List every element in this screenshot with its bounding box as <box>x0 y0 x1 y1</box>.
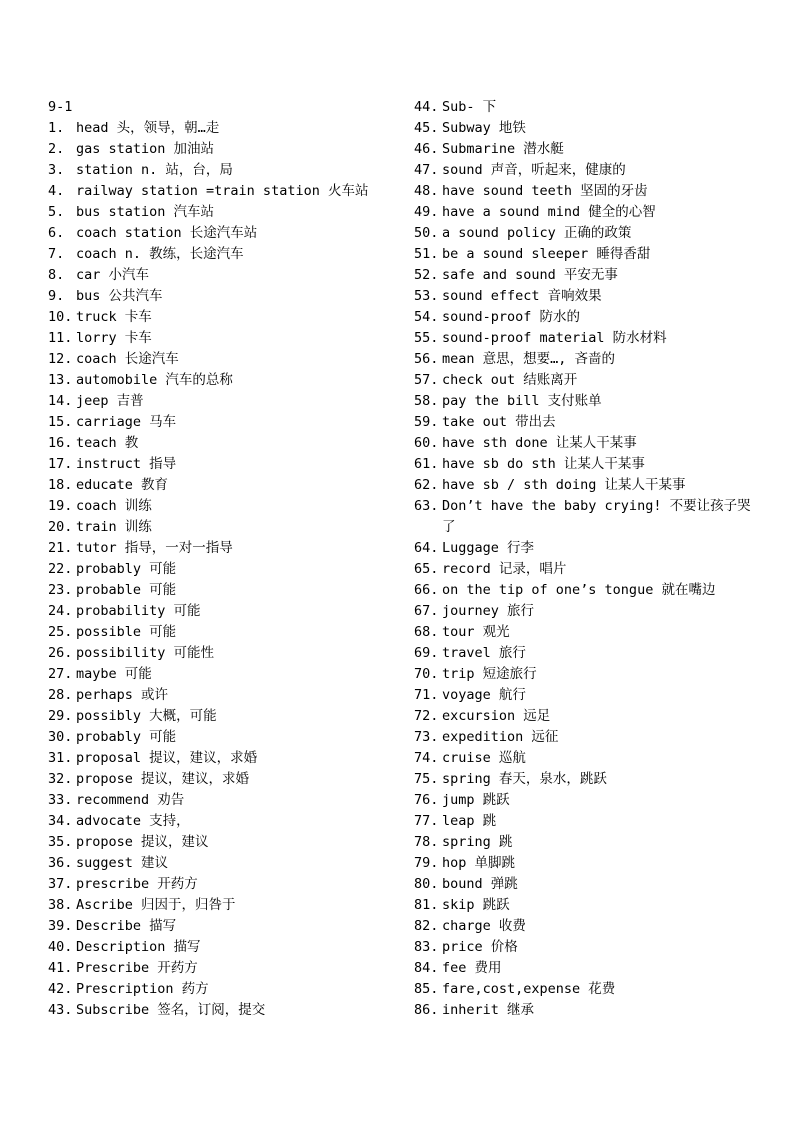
item-text: leap 跳 <box>442 813 497 829</box>
vocab-item <box>48 328 398 349</box>
item-text: coach n. 教练，长途汽车 <box>76 246 244 262</box>
item-number: 79. <box>414 855 439 871</box>
item-number: 6. <box>48 225 65 241</box>
item-text: probably 可能 <box>76 729 177 745</box>
item-text: station n. 站，台，局 <box>76 162 233 178</box>
item-text: Prescription 药方 <box>76 981 209 997</box>
item-text: Prescribe 开药方 <box>76 960 198 976</box>
item-number: 39. <box>48 918 73 934</box>
item-number: 66. <box>414 582 439 598</box>
item-number: 26. <box>48 645 73 661</box>
item-text: check out 结账离开 <box>442 372 578 388</box>
item-number: 83. <box>414 939 439 955</box>
vocab-item <box>414 580 764 601</box>
vocab-item <box>414 853 764 874</box>
vocab-item <box>48 937 398 958</box>
vocab-item <box>48 496 398 517</box>
vocab-item <box>414 685 764 706</box>
item-number: 5. <box>48 204 65 220</box>
vocab-item <box>48 748 398 769</box>
item-number: 40. <box>48 939 73 955</box>
item-number: 19. <box>48 498 73 514</box>
vocab-item <box>414 538 764 559</box>
item-text: sound-proof 防水的 <box>442 309 581 325</box>
item-text: be a sound sleeper 睡得香甜 <box>442 246 651 262</box>
vocab-item <box>414 643 764 664</box>
item-text: recommend 劝告 <box>76 792 185 808</box>
item-number: 60. <box>414 435 439 451</box>
item-number: 86. <box>414 1002 439 1018</box>
vocab-item <box>414 769 764 790</box>
item-number: 29. <box>48 708 73 724</box>
vocab-item <box>414 937 764 958</box>
vocab-item <box>414 979 764 1000</box>
item-number: 37. <box>48 876 73 892</box>
vocab-item <box>48 874 398 895</box>
item-text: possibly 大概，可能 <box>76 708 217 724</box>
item-number: 25. <box>48 624 73 640</box>
item-text: have sth done 让某人干某事 <box>442 435 637 451</box>
item-number: 56. <box>414 351 439 367</box>
vocab-item <box>414 139 764 160</box>
vocab-item <box>48 853 398 874</box>
item-text: head 头，领导，朝…走 <box>76 120 220 136</box>
item-text: Subway 地铁 <box>442 120 526 136</box>
left-vocab-list <box>48 118 398 1021</box>
item-text: cruise 巡航 <box>442 750 526 766</box>
vocab-item <box>48 727 398 748</box>
vocab-item <box>414 202 764 223</box>
item-text: coach station 长途汽车站 <box>76 225 258 241</box>
item-text: sound 声音，听起来，健康的 <box>442 162 626 178</box>
item-number: 42. <box>48 981 73 997</box>
item-number: 52. <box>414 267 439 283</box>
item-text: carriage 马车 <box>76 414 177 430</box>
vocab-item <box>414 433 764 454</box>
item-text: fare,cost,expense 花费 <box>442 981 616 997</box>
right-vocab-list <box>414 97 764 1021</box>
item-text: Description 描写 <box>76 939 201 955</box>
vocab-item <box>48 664 398 685</box>
item-number: 28. <box>48 687 73 703</box>
vocab-item <box>48 685 398 706</box>
item-number: 14. <box>48 393 73 409</box>
vocab-item <box>48 160 398 181</box>
item-text: expedition 远征 <box>442 729 559 745</box>
item-text: lorry 卡车 <box>76 330 152 346</box>
item-number: 46. <box>414 141 439 157</box>
vocab-item <box>414 307 764 328</box>
vocab-item <box>48 349 398 370</box>
item-text: perhaps 或许 <box>76 687 169 703</box>
section-heading: 9-1 <box>48 99 73 115</box>
item-text: educate 教育 <box>76 477 169 493</box>
item-text: have sb / sth doing 让某人干某事 <box>442 477 686 493</box>
vocab-item <box>48 622 398 643</box>
vocab-item <box>48 916 398 937</box>
item-number: 21. <box>48 540 73 556</box>
vocab-item <box>414 832 764 853</box>
vocab-item <box>414 391 764 412</box>
item-text: car 小汽车 <box>76 267 150 283</box>
item-number: 20. <box>48 519 73 535</box>
vocab-item <box>414 622 764 643</box>
item-number: 11. <box>48 330 73 346</box>
item-text: possibility 可能性 <box>76 645 215 661</box>
item-number: 16. <box>48 435 73 451</box>
item-text: train 训练 <box>76 519 152 535</box>
vocab-item <box>48 412 398 433</box>
vocab-item <box>48 1000 398 1021</box>
item-text: journey 旅行 <box>442 603 535 619</box>
item-text: truck 卡车 <box>76 309 152 325</box>
item-text: price 价格 <box>442 939 518 955</box>
item-number: 49. <box>414 204 439 220</box>
vocab-item <box>414 895 764 916</box>
item-text: jeep 吉普 <box>76 393 144 409</box>
vocab-item <box>48 580 398 601</box>
item-number: 38. <box>48 897 73 913</box>
vocab-item <box>414 223 764 244</box>
vocab-item <box>48 139 398 160</box>
vocab-item <box>414 916 764 937</box>
item-number: 44. <box>414 99 439 115</box>
item-number: 85. <box>414 981 439 997</box>
item-number: 75. <box>414 771 439 787</box>
vocab-item <box>414 328 764 349</box>
item-number: 59. <box>414 414 439 430</box>
item-text: bound 弹跳 <box>442 876 518 892</box>
item-number: 43. <box>48 1002 73 1018</box>
item-number: 71. <box>414 687 439 703</box>
item-number: 53. <box>414 288 439 304</box>
item-text: voyage 航行 <box>442 687 526 703</box>
item-text: trip 短途旅行 <box>442 666 537 682</box>
vocab-item <box>414 286 764 307</box>
item-text: hop 单脚跳 <box>442 855 516 871</box>
item-text: take out 带出去 <box>442 414 556 430</box>
item-text: coach 训练 <box>76 498 152 514</box>
item-number: 17. <box>48 456 73 472</box>
vocab-item <box>414 181 764 202</box>
vocab-item <box>414 958 764 979</box>
item-text: probably 可能 <box>76 561 177 577</box>
vocab-item <box>48 202 398 223</box>
vocab-item <box>48 265 398 286</box>
item-text: maybe 可能 <box>76 666 152 682</box>
item-text: automobile 汽车的总称 <box>76 372 233 388</box>
vocab-item <box>48 244 398 265</box>
item-number: 65. <box>414 561 439 577</box>
item-number: 41. <box>48 960 73 976</box>
item-number: 31. <box>48 750 73 766</box>
vocab-item <box>48 538 398 559</box>
vocab-item <box>414 748 764 769</box>
item-number: 70. <box>414 666 439 682</box>
vocab-item <box>414 790 764 811</box>
item-text: jump 跳跃 <box>442 792 510 808</box>
vocab-item <box>414 874 764 895</box>
left-column <box>48 97 398 1021</box>
item-text: have sound teeth 坚固的牙齿 <box>442 183 648 199</box>
right-column <box>414 97 764 1021</box>
vocab-item <box>48 517 398 538</box>
item-number: 15. <box>48 414 73 430</box>
item-text: a sound policy 正确的政策 <box>442 225 632 241</box>
item-number: 62. <box>414 477 439 493</box>
item-number: 69. <box>414 645 439 661</box>
item-text: spring 跳 <box>442 834 513 850</box>
item-number: 73. <box>414 729 439 745</box>
item-text: Ascribe 归因于，归咎于 <box>76 897 236 913</box>
vocab-item <box>48 958 398 979</box>
vocab-item <box>48 286 398 307</box>
vocab-item <box>48 979 398 1000</box>
item-number: 84. <box>414 960 439 976</box>
item-number: 82. <box>414 918 439 934</box>
item-text: proposal 提议，建议，求婚 <box>76 750 258 766</box>
vocab-item <box>48 706 398 727</box>
item-text: inherit 继承 <box>442 1002 535 1018</box>
vocab-item <box>48 454 398 475</box>
item-number: 64. <box>414 540 439 556</box>
item-text: teach 教 <box>76 435 139 451</box>
item-number: 48. <box>414 183 439 199</box>
item-text: have sb do sth 让某人干某事 <box>442 456 645 472</box>
item-number: 67. <box>414 603 439 619</box>
item-number: 63. <box>414 498 439 514</box>
item-number: 72. <box>414 708 439 724</box>
item-text: prescribe 开药方 <box>76 876 198 892</box>
vocab-item <box>414 349 764 370</box>
vocab-item <box>414 559 764 580</box>
vocab-item <box>414 160 764 181</box>
item-number: 4. <box>48 183 65 199</box>
vocab-item <box>48 559 398 580</box>
item-text: instruct 指导 <box>76 456 177 472</box>
vocab-item <box>414 601 764 622</box>
vocab-item <box>414 118 764 139</box>
item-text: spring 春天，泉水，跳跃 <box>442 771 607 787</box>
item-number: 77. <box>414 813 439 829</box>
item-number: 7. <box>48 246 65 262</box>
item-number: 54. <box>414 309 439 325</box>
item-text: fee 费用 <box>442 960 502 976</box>
item-text: suggest 建议 <box>76 855 169 871</box>
vocab-item <box>414 454 764 475</box>
item-number: 3. <box>48 162 65 178</box>
item-text: Submarine 潜水艇 <box>442 141 564 157</box>
item-number: 50. <box>414 225 439 241</box>
item-text: sound effect 音响效果 <box>442 288 602 304</box>
vocab-item <box>48 601 398 622</box>
vocab-item <box>48 832 398 853</box>
item-text: bus station 汽车站 <box>76 204 215 220</box>
vocab-item <box>48 307 398 328</box>
item-number: 58. <box>414 393 439 409</box>
vocab-item <box>414 370 764 391</box>
item-text: charge 收费 <box>442 918 526 934</box>
item-number: 10. <box>48 309 73 325</box>
item-number: 51. <box>414 246 439 262</box>
item-number: 27. <box>48 666 73 682</box>
item-number: 1. <box>48 120 65 136</box>
vocab-item <box>414 475 764 496</box>
item-text: pay the bill 支付账单 <box>442 393 602 409</box>
item-text: on the tip of one’s tongue 就在嘴边 <box>442 582 716 598</box>
item-text: Subscribe 签名，订阅，提交 <box>76 1002 266 1018</box>
vocab-item <box>48 391 398 412</box>
item-number: 24. <box>48 603 73 619</box>
item-number: 30. <box>48 729 73 745</box>
item-text: mean 意思，想要…, 吝啬的 <box>442 351 616 367</box>
item-text: skip 跳跃 <box>442 897 510 913</box>
vocab-item <box>414 811 764 832</box>
item-text: have a sound mind 健全的心智 <box>442 204 656 220</box>
vocab-item <box>48 433 398 454</box>
item-number: 22. <box>48 561 73 577</box>
vocab-item <box>48 370 398 391</box>
item-number: 36. <box>48 855 73 871</box>
vocab-item <box>48 643 398 664</box>
item-number: 68. <box>414 624 439 640</box>
item-text: travel 旅行 <box>442 645 526 661</box>
vocab-item <box>414 1000 764 1021</box>
item-number: 8. <box>48 267 65 283</box>
vocab-item <box>48 895 398 916</box>
item-number: 34. <box>48 813 73 829</box>
vocab-item <box>414 97 764 118</box>
item-number: 12. <box>48 351 73 367</box>
item-number: 80. <box>414 876 439 892</box>
vocab-item <box>48 223 398 244</box>
vocab-item <box>414 664 764 685</box>
item-number: 61. <box>414 456 439 472</box>
item-text: coach 长途汽车 <box>76 351 179 367</box>
item-number: 78. <box>414 834 439 850</box>
item-text: Luggage 行李 <box>442 540 535 556</box>
item-number: 32. <box>48 771 73 787</box>
item-text: Sub- 下 <box>442 99 497 115</box>
item-text: probable 可能 <box>76 582 177 598</box>
vocab-item <box>48 790 398 811</box>
item-number: 2. <box>48 141 65 157</box>
item-text: advocate 支持， <box>76 813 190 829</box>
item-number: 47. <box>414 162 439 178</box>
vocab-item <box>48 475 398 496</box>
item-text: Describe 描写 <box>76 918 177 934</box>
item-text: safe and sound 平安无事 <box>442 267 618 283</box>
item-number: 35. <box>48 834 73 850</box>
item-text: record 记录，唱片 <box>442 561 567 577</box>
item-text: propose 提议，建议 <box>76 834 209 850</box>
item-text: excursion 远足 <box>442 708 551 724</box>
item-text: propose 提议，建议，求婚 <box>76 771 250 787</box>
item-text: sound-proof material 防水材料 <box>442 330 667 346</box>
vocab-item <box>414 412 764 433</box>
item-number: 81. <box>414 897 439 913</box>
item-text: railway station =train station 火车站 <box>76 183 369 199</box>
item-text: possible 可能 <box>76 624 177 640</box>
vocab-item <box>48 811 398 832</box>
item-text: gas station 加油站 <box>76 141 215 157</box>
vocab-item <box>48 118 398 139</box>
item-text: Don’t have the baby crying! 不要让孩子哭了 <box>442 498 751 535</box>
item-number: 57. <box>414 372 439 388</box>
item-number: 33. <box>48 792 73 808</box>
vocab-item <box>414 265 764 286</box>
item-number: 74. <box>414 750 439 766</box>
item-number: 9. <box>48 288 65 304</box>
item-text: tutor 指导，一对一指导 <box>76 540 233 556</box>
vocab-item <box>48 769 398 790</box>
vocab-item <box>414 496 764 538</box>
item-text: bus 公共汽车 <box>76 288 163 304</box>
item-text: tour 观光 <box>442 624 510 640</box>
item-number: 23. <box>48 582 73 598</box>
vocab-item <box>414 706 764 727</box>
item-number: 13. <box>48 372 73 388</box>
item-number: 76. <box>414 792 439 808</box>
item-number: 45. <box>414 120 439 136</box>
item-text: probability 可能 <box>76 603 201 619</box>
vocab-item <box>414 244 764 265</box>
vocab-item <box>414 727 764 748</box>
item-number: 55. <box>414 330 439 346</box>
vocab-item <box>48 181 398 202</box>
item-number: 18. <box>48 477 73 493</box>
